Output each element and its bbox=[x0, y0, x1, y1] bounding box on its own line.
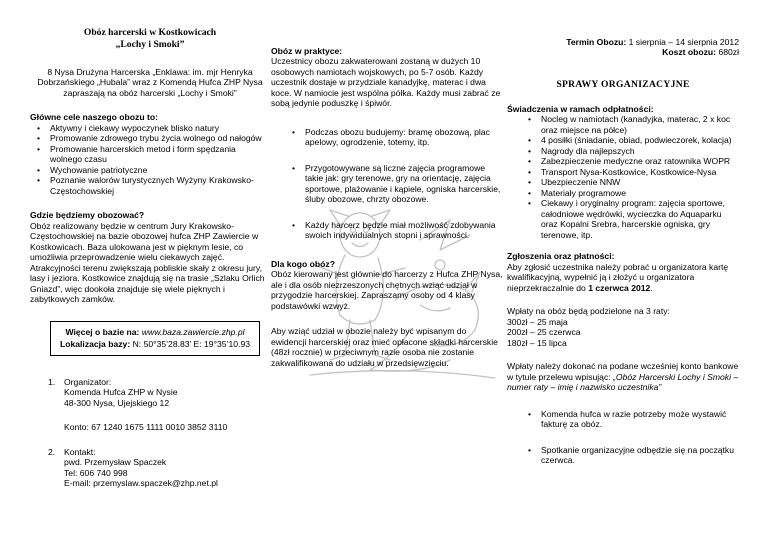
camp-title-line1: Obóz harcerski w Kostkowicach bbox=[83, 27, 217, 38]
location-label: Lokalizacja bazy: bbox=[59, 339, 131, 350]
term-label: Termin Obozu: bbox=[566, 37, 627, 47]
apply-heading: Zgłoszenia oraz płatności: bbox=[507, 251, 615, 262]
base-info-box bbox=[50, 321, 260, 356]
bank-account: Konto: 67 1240 1675 1111 0010 3852 3110 bbox=[64, 422, 228, 433]
where-text: Obóz realizowany będzie w centrum Jury Krakowsko-Częstochowskiej na bazie obozowej hufca ZHP Zawiercie w Kostkowicach. Baza ulokowana jest w pięknym lesie, co umożliwia przeprowadzenie wielu ciekawych zajęć. Atrakcyjności terenu zwiększają pobliskie skały z okresu jury, lasy i jeziora. Kostkowice znajdują się na trasie „Szlaku Orlich Gniazd”, więc dookoła znajduje się wiele pięknych i zabytkowych zamków. bbox=[30, 220, 265, 305]
list-item: • Ubezpieczenie NNW bbox=[541, 177, 739, 187]
apply-text-end: . bbox=[650, 282, 653, 293]
list-item: • Ciekawy i oryginalny program: zajęcia sportowe, całodniowe wędrówki, wycieczka do Aquaparku oraz Kopalni Srebra, harcerskie ogniska, gry terenowe, itp. bbox=[541, 198, 739, 240]
list-item: • Nagrody dla najlepszych bbox=[541, 146, 739, 156]
camp-term bbox=[507, 37, 739, 47]
term-value: 1 sierpnia – 14 sierpnia 2012 bbox=[628, 37, 739, 47]
contact-label: Kontakt: bbox=[64, 446, 96, 457]
practice-text: Uczestnicy obozu zakwaterowani zostaną w dużych 10 osobowych namiotach wojskowych, po 5-7 osób. Każdy uczestnik dostaje w przydziale kanadyjkę, materac i dwa koce. W namiocie jest wspólna półka. Każdy musi zabrać ze sobą jedynie poduszkę i śpiwór. bbox=[271, 56, 501, 109]
column-left bbox=[30, 0, 270, 489]
more-label: Więcej o bazie na: bbox=[65, 326, 140, 337]
list-item: • Promowanie harcerskich metod i form spędzania wolnego czasu bbox=[50, 144, 270, 165]
contact-number: 2. bbox=[48, 446, 56, 457]
list-item: • Komenda hufca w razie potrzeby może wystawić fakturę za obóz. bbox=[541, 409, 739, 430]
list-item: • Przygotowywane są liczne zajęcia programowe takie jak: gry terenowe, gry na orientację, zajęcia sportowe, plażowanie i kąpiele, ogniska harcerskie, śluby obozowe, chrzty obozowe. bbox=[305, 163, 504, 205]
apply-deadline: 1 czerwca 2012 bbox=[588, 282, 651, 293]
list-item: • Spotkanie organizacyjne odbędzie się na początku czerwca. bbox=[541, 445, 739, 466]
organizer-line2: 48-300 Nysa, Ujejskiego 12 bbox=[64, 397, 170, 408]
base-url-link[interactable]: www.baza.zawiercie.zhp.pl bbox=[141, 326, 245, 337]
camp-title-line2: „Lochy i Smoki” bbox=[115, 38, 185, 50]
list-item: • Zabezpieczenie medyczne oraz ratownika WOPR bbox=[541, 156, 739, 166]
organizer-number: 1. bbox=[48, 376, 56, 387]
list-item: • Każdy harcerz będzie miał możliwość zdobywania swoich indywidualnych stopni i sprawności. bbox=[305, 220, 504, 241]
camp-cost bbox=[507, 47, 739, 57]
where-heading: Gdzie będziemy obozować? bbox=[30, 210, 145, 221]
contact-email[interactable]: E-mail: przemyslaw.spaczek@zhp.net.pl bbox=[64, 478, 218, 489]
transfer-text bbox=[507, 361, 739, 392]
section-title: SPRAWY ORGANIZACYJNE bbox=[556, 78, 690, 90]
transfer-text-main: Wpłaty należy dokonać na podane wcześniej konto bankowe w tytule przelewu wpisując: bbox=[507, 361, 739, 382]
apply-text-main: Aby zgłosić uczestnika należy pobrać u organizatora kartę kwalifikacyjną, wypełnić ją i złożyć u organizatora nieprzekraczalnie do bbox=[507, 261, 729, 293]
installment-1: 300zł – 25 maja bbox=[507, 316, 568, 327]
cost-value: 680zł bbox=[718, 47, 739, 58]
goals-list bbox=[30, 123, 270, 196]
installments-intro: Wpłaty na obóz będą podzielone na 3 raty: bbox=[507, 306, 670, 317]
organizer-line1: Komenda Hufca ZHP w Nysie bbox=[64, 387, 178, 398]
column-middle bbox=[271, 0, 504, 368]
eligibility-note: Aby wziąć udział w obozie należy być wpisanym do ewidencji harcerskiej oraz mieć opłacone składki harcerskie (48zł rocznie) w przeciwnym razie osoba nie zostanie zakwalifikowana do udziału w przedsięwzięciu. bbox=[271, 326, 498, 368]
list-item: • Transport Nysa-Kostkowice, Kostkowice-Nysa bbox=[541, 167, 739, 177]
transfer-title: „Obóz Harcerski Lochy i Smoki – numer raty – imię i nazwisko uczestnika” bbox=[507, 371, 739, 393]
list-item: • Nocleg w namiotach (kanadyjka, materac, 2 x koc oraz miejsce na półce) bbox=[541, 114, 739, 135]
who-text: Obóz kierowany jest głównie do harcerzy z Hufca ZHP Nysa, ale i dla osób niezrzeszonych chętnych wziąć udział w przygodzie harcerskiej. Zapraszamy osoby od 4 klasy podstawówki wzwyż. bbox=[271, 269, 503, 311]
contact-phone: Tel: 606 740 998 bbox=[64, 467, 128, 478]
installment-2: 200zł – 25 czerwca bbox=[507, 327, 581, 338]
contact-item bbox=[30, 447, 270, 489]
who-heading: Dla kogo obóz? bbox=[271, 258, 335, 269]
organizer-label: Organizator: bbox=[64, 376, 112, 387]
contact-name: pwd. Przemysław Spaczek bbox=[64, 457, 167, 468]
list-item: • Poznanie walorów turystycznych Wyżyny Krakowsko-Częstochowskiej bbox=[50, 175, 270, 196]
location-value: N: 50°35’28.83’ E: 19°35’10.93 bbox=[132, 339, 250, 350]
apply-text bbox=[507, 262, 739, 293]
list-item: • Aktywny i ciekawy wypoczynek blisko natury bbox=[50, 123, 270, 133]
benefits-heading: Świadczenia w ramach odpłatności: bbox=[507, 103, 654, 114]
list-item: • 4 posiłki (śniadanie, obiad, podwieczorek, kolacja) bbox=[541, 135, 739, 145]
list-item: • Materiały programowe bbox=[541, 188, 739, 198]
goals-heading: Główne cele naszego obozu to: bbox=[30, 112, 158, 123]
benefits-list bbox=[507, 114, 739, 240]
column-right bbox=[507, 0, 739, 466]
list-item: • Podczas obozu budujemy: bramę obozową, plac apelowy, ogrodzenie, totemy, itp. bbox=[305, 127, 504, 148]
cost-label: Koszt obozu: bbox=[662, 47, 717, 58]
final-list bbox=[507, 409, 739, 466]
list-item: • Wychowanie patriotyczne bbox=[50, 165, 270, 175]
list-item: • Promowanie zdrowego trybu życia wolnego od nałogów bbox=[50, 133, 270, 143]
practice-list bbox=[271, 127, 504, 241]
practice-heading: Obóz w praktyce: bbox=[271, 46, 343, 56]
organizer-item bbox=[30, 377, 270, 408]
intro-text: 8 Nysa Drużyna Harcerska „Enklawa: im. mjr Henryka Dobrzańskiego „Hubala” wraz z Komendą Hufca ZHP Nysa zapraszają na obóz harcerski „Lochy i Smoki” bbox=[37, 66, 263, 98]
installment-3: 180zł – 15 lipca bbox=[507, 337, 567, 348]
